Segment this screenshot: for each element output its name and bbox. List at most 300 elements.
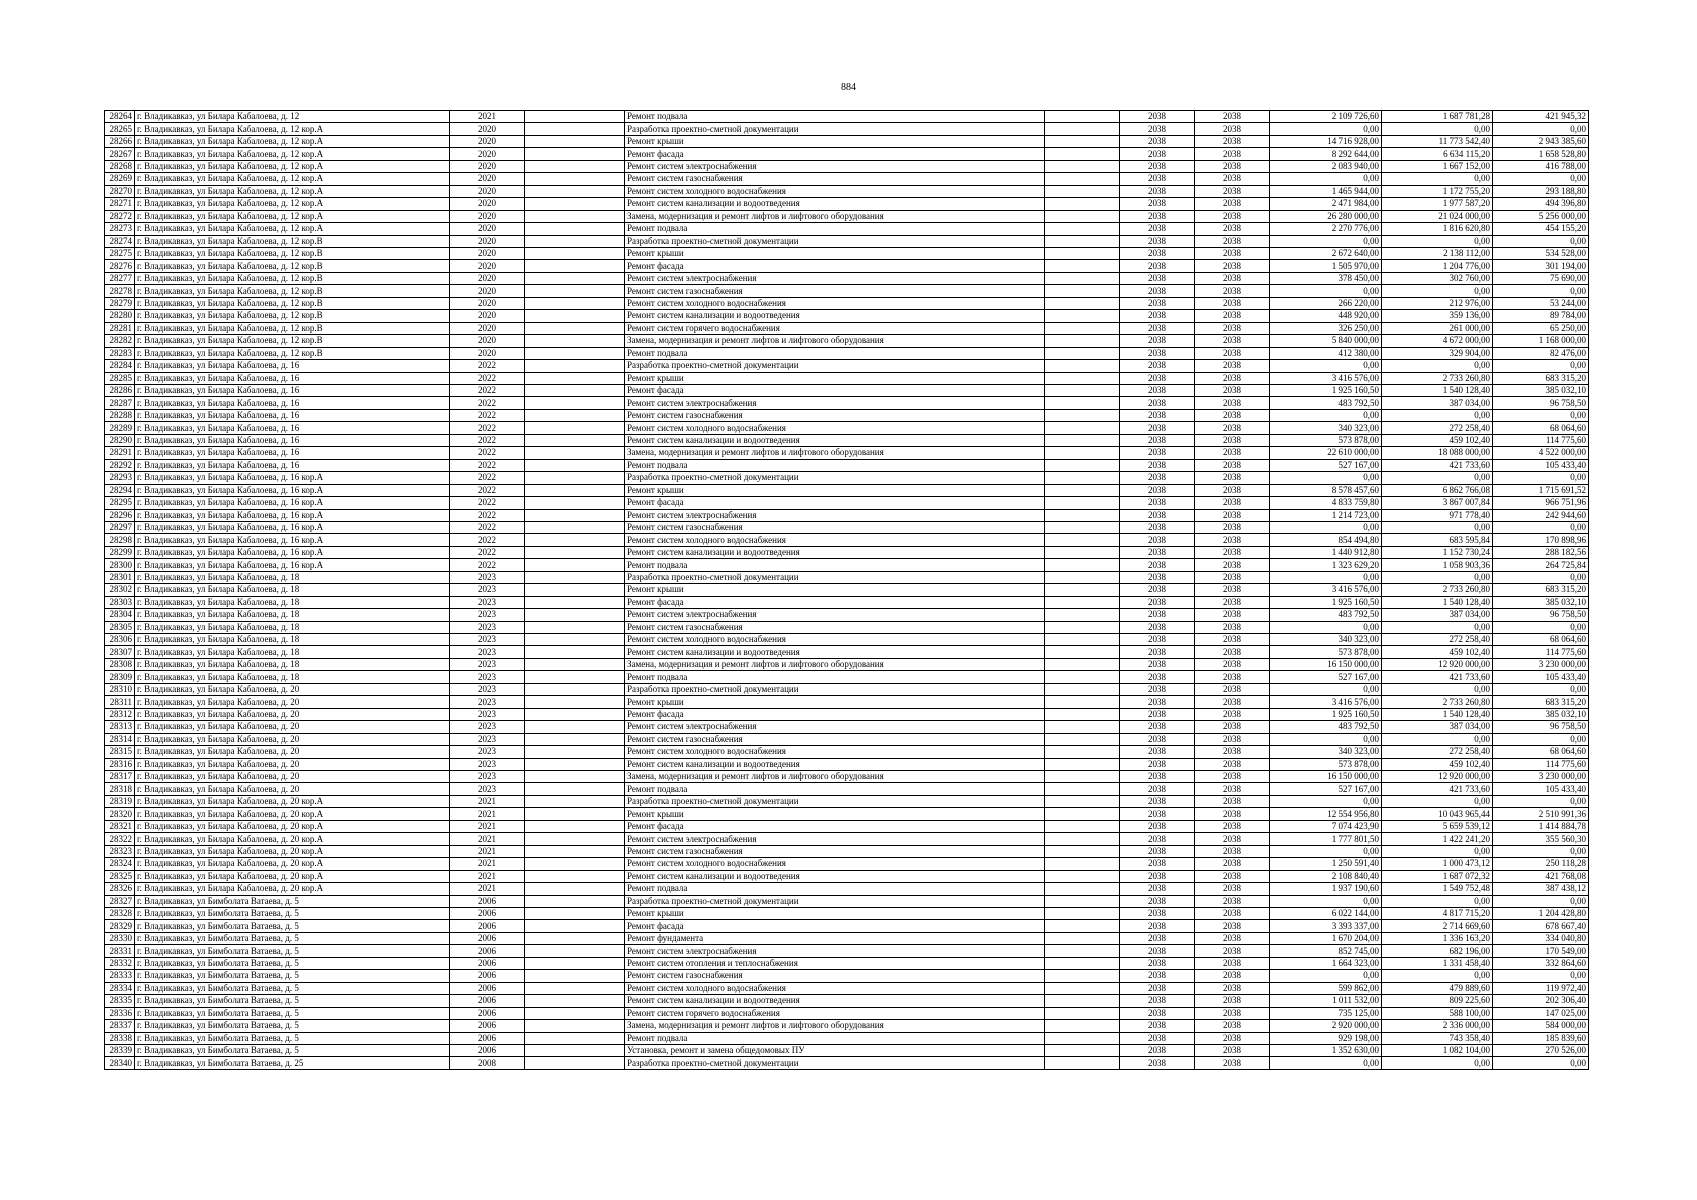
address-cell: г. Владикавказ, ул Билара Кабалоева, д. 20 — [135, 708, 450, 720]
work-type-cell: Разработка проектно-сметной документации — [625, 571, 1045, 583]
plan-year-from-cell: 2038 — [1120, 422, 1195, 434]
work-type-cell: Ремонт подвала — [625, 883, 1045, 895]
owners-cost-cell: 68 064,60 — [1493, 422, 1589, 434]
row-number-cell: 28324 — [105, 858, 135, 870]
table-row — [105, 472, 1589, 484]
total-cost-cell: 326 250,00 — [1270, 322, 1382, 334]
blank-cell — [525, 858, 625, 870]
plan-year-from-cell: 2038 — [1120, 546, 1195, 558]
table-row — [105, 409, 1589, 421]
blank-cell — [525, 260, 625, 272]
table-row — [105, 1057, 1589, 1069]
row-number-cell: 28336 — [105, 1007, 135, 1019]
total-cost-cell: 1 925 160,50 — [1270, 596, 1382, 608]
address-cell: г. Владикавказ, ул Билара Кабалоева, д. 20 — [135, 758, 450, 770]
plan-year-to-cell: 2038 — [1195, 1057, 1270, 1069]
commission-year-cell: 2006 — [450, 995, 525, 1007]
blank-cell — [1045, 1032, 1120, 1044]
fund-cost-cell: 359 136,00 — [1382, 310, 1493, 322]
blank-cell — [1045, 970, 1120, 982]
fund-cost-cell: 1 667 152,00 — [1382, 160, 1493, 172]
row-number-cell: 28282 — [105, 335, 135, 347]
owners-cost-cell: 0,00 — [1493, 571, 1589, 583]
commission-year-cell: 2022 — [450, 559, 525, 571]
table-row — [105, 870, 1589, 882]
blank-cell — [1045, 820, 1120, 832]
work-type-cell: Ремонт систем канализации и водоотведения — [625, 546, 1045, 558]
blank-cell — [525, 297, 625, 309]
commission-year-cell: 2020 — [450, 173, 525, 185]
blank-cell — [1045, 783, 1120, 795]
plan-year-to-cell: 2038 — [1195, 322, 1270, 334]
commission-year-cell: 2020 — [450, 322, 525, 334]
row-number-cell: 28275 — [105, 247, 135, 259]
blank-cell — [525, 683, 625, 695]
address-cell: г. Владикавказ, ул Билара Кабалоева, д. 16 — [135, 372, 450, 384]
row-number-cell: 28273 — [105, 223, 135, 235]
owners-cost-cell: 114 775,60 — [1493, 646, 1589, 658]
blank-cell — [1045, 472, 1120, 484]
plan-year-from-cell: 2038 — [1120, 634, 1195, 646]
total-cost-cell: 0,00 — [1270, 571, 1382, 583]
work-type-cell: Ремонт крыши — [625, 908, 1045, 920]
owners-cost-cell: 264 725,84 — [1493, 559, 1589, 571]
total-cost-cell: 16 150 000,00 — [1270, 771, 1382, 783]
row-number-cell: 28316 — [105, 758, 135, 770]
commission-year-cell: 2006 — [450, 895, 525, 907]
owners-cost-cell: 3 230 000,00 — [1493, 658, 1589, 670]
commission-year-cell: 2020 — [450, 198, 525, 210]
table-row — [105, 671, 1589, 683]
address-cell: г. Владикавказ, ул Билара Кабалоева, д. 12 кор.А — [135, 123, 450, 135]
total-cost-cell: 0,00 — [1270, 360, 1382, 372]
commission-year-cell: 2021 — [450, 111, 525, 123]
address-cell: г. Владикавказ, ул Билара Кабалоева, д. 18 — [135, 646, 450, 658]
row-number-cell: 28314 — [105, 733, 135, 745]
total-cost-cell: 854 494,80 — [1270, 534, 1382, 546]
address-cell: г. Владикавказ, ул Билара Кабалоева, д. 12 кор.В — [135, 272, 450, 284]
plan-year-to-cell: 2038 — [1195, 160, 1270, 172]
blank-cell — [525, 746, 625, 758]
address-cell: г. Владикавказ, ул Билара Кабалоева, д. 12 кор.А — [135, 173, 450, 185]
blank-cell — [1045, 571, 1120, 583]
fund-cost-cell: 2 714 669,60 — [1382, 920, 1493, 932]
fund-cost-cell: 0,00 — [1382, 845, 1493, 857]
table-row — [105, 1020, 1589, 1032]
table-row — [105, 310, 1589, 322]
address-cell: г. Владикавказ, ул Билара Кабалоева, д. 16 — [135, 447, 450, 459]
plan-year-from-cell: 2038 — [1120, 658, 1195, 670]
blank-cell — [1045, 173, 1120, 185]
plan-year-to-cell: 2038 — [1195, 808, 1270, 820]
plan-year-to-cell: 2038 — [1195, 559, 1270, 571]
row-number-cell: 28315 — [105, 746, 135, 758]
fund-cost-cell: 272 258,40 — [1382, 634, 1493, 646]
total-cost-cell: 1 352 630,00 — [1270, 1044, 1382, 1056]
commission-year-cell: 2022 — [450, 434, 525, 446]
row-number-cell: 28297 — [105, 521, 135, 533]
address-cell: г. Владикавказ, ул Билара Кабалоева, д. 16 — [135, 422, 450, 434]
owners-cost-cell: 416 788,00 — [1493, 160, 1589, 172]
blank-cell — [1045, 596, 1120, 608]
blank-cell — [525, 970, 625, 982]
plan-year-to-cell: 2038 — [1195, 795, 1270, 807]
owners-cost-cell: 105 433,40 — [1493, 783, 1589, 795]
table-row — [105, 185, 1589, 197]
blank-cell — [1045, 123, 1120, 135]
blank-cell — [525, 708, 625, 720]
owners-cost-cell: 96 758,50 — [1493, 721, 1589, 733]
plan-year-to-cell: 2038 — [1195, 135, 1270, 147]
commission-year-cell: 2023 — [450, 571, 525, 583]
owners-cost-cell: 114 775,60 — [1493, 434, 1589, 446]
row-number-cell: 28265 — [105, 123, 135, 135]
table-row — [105, 160, 1589, 172]
total-cost-cell: 527 167,00 — [1270, 783, 1382, 795]
plan-year-from-cell: 2038 — [1120, 596, 1195, 608]
blank-cell — [525, 497, 625, 509]
address-cell: г. Владикавказ, ул Билара Кабалоева, д. 20 — [135, 733, 450, 745]
row-number-cell: 28279 — [105, 297, 135, 309]
table-row — [105, 771, 1589, 783]
owners-cost-cell: 147 025,00 — [1493, 1007, 1589, 1019]
plan-year-from-cell: 2038 — [1120, 571, 1195, 583]
address-cell: г. Владикавказ, ул Билара Кабалоева, д. 20 кор.А — [135, 858, 450, 870]
address-cell: г. Владикавказ, ул Билара Кабалоева, д. 18 — [135, 671, 450, 683]
owners-cost-cell: 683 315,20 — [1493, 696, 1589, 708]
blank-cell — [525, 434, 625, 446]
blank-cell — [525, 247, 625, 259]
table-row — [105, 247, 1589, 259]
fund-cost-cell: 1 331 458,40 — [1382, 957, 1493, 969]
table-row — [105, 609, 1589, 621]
blank-cell — [1045, 111, 1120, 123]
work-type-cell: Замена, модернизация и ремонт лифтов и лифтового оборудования — [625, 771, 1045, 783]
commission-year-cell: 2021 — [450, 820, 525, 832]
blank-cell — [525, 509, 625, 521]
plan-year-from-cell: 2038 — [1120, 945, 1195, 957]
total-cost-cell: 0,00 — [1270, 285, 1382, 297]
plan-year-to-cell: 2038 — [1195, 484, 1270, 496]
blank-cell — [1045, 484, 1120, 496]
table-row — [105, 397, 1589, 409]
commission-year-cell: 2023 — [450, 758, 525, 770]
owners-cost-cell: 421 768,08 — [1493, 870, 1589, 882]
table-row — [105, 285, 1589, 297]
address-cell: г. Владикавказ, ул Билара Кабалоева, д. 12 кор.А — [135, 185, 450, 197]
plan-year-to-cell: 2038 — [1195, 733, 1270, 745]
table-row — [105, 932, 1589, 944]
owners-cost-cell: 1 715 691,52 — [1493, 484, 1589, 496]
plan-year-from-cell: 2038 — [1120, 272, 1195, 284]
commission-year-cell: 2023 — [450, 584, 525, 596]
row-number-cell: 28269 — [105, 173, 135, 185]
fund-cost-cell: 0,00 — [1382, 683, 1493, 695]
plan-year-to-cell: 2038 — [1195, 247, 1270, 259]
owners-cost-cell: 0,00 — [1493, 970, 1589, 982]
row-number-cell: 28280 — [105, 310, 135, 322]
total-cost-cell: 599 862,00 — [1270, 982, 1382, 994]
work-type-cell: Ремонт систем газоснабжения — [625, 733, 1045, 745]
commission-year-cell: 2006 — [450, 908, 525, 920]
plan-year-to-cell: 2038 — [1195, 883, 1270, 895]
owners-cost-cell: 96 758,50 — [1493, 397, 1589, 409]
row-number-cell: 28285 — [105, 372, 135, 384]
row-number-cell: 28313 — [105, 721, 135, 733]
owners-cost-cell: 0,00 — [1493, 472, 1589, 484]
table-row — [105, 995, 1589, 1007]
plan-year-from-cell: 2038 — [1120, 820, 1195, 832]
blank-cell — [1045, 795, 1120, 807]
work-type-cell: Ремонт систем холодного водоснабжения — [625, 746, 1045, 758]
total-cost-cell: 0,00 — [1270, 845, 1382, 857]
plan-year-from-cell: 2038 — [1120, 310, 1195, 322]
work-type-cell: Ремонт фасада — [625, 708, 1045, 720]
row-number-cell: 28291 — [105, 447, 135, 459]
commission-year-cell: 2020 — [450, 235, 525, 247]
row-number-cell: 28298 — [105, 534, 135, 546]
total-cost-cell: 448 920,00 — [1270, 310, 1382, 322]
blank-cell — [1045, 833, 1120, 845]
row-number-cell: 28331 — [105, 945, 135, 957]
blank-cell — [1045, 372, 1120, 384]
work-type-cell: Ремонт систем газоснабжения — [625, 970, 1045, 982]
address-cell: г. Владикавказ, ул Билара Кабалоева, д. 12 кор.В — [135, 285, 450, 297]
address-cell: г. Владикавказ, ул Бимболата Ватаева, д. 5 — [135, 1044, 450, 1056]
fund-cost-cell: 0,00 — [1382, 895, 1493, 907]
address-cell: г. Владикавказ, ул Билара Кабалоева, д. 16 — [135, 434, 450, 446]
plan-year-from-cell: 2038 — [1120, 111, 1195, 123]
plan-year-from-cell: 2038 — [1120, 210, 1195, 222]
owners-cost-cell: 185 839,60 — [1493, 1032, 1589, 1044]
address-cell: г. Владикавказ, ул Билара Кабалоева, д. 12 кор.В — [135, 335, 450, 347]
total-cost-cell: 412 380,00 — [1270, 347, 1382, 359]
commission-year-cell: 2006 — [450, 1044, 525, 1056]
plan-year-to-cell: 2038 — [1195, 957, 1270, 969]
blank-cell — [525, 459, 625, 471]
work-type-cell: Ремонт подвала — [625, 671, 1045, 683]
commission-year-cell: 2006 — [450, 970, 525, 982]
total-cost-cell: 0,00 — [1270, 733, 1382, 745]
table-row — [105, 509, 1589, 521]
blank-cell — [525, 1007, 625, 1019]
blank-cell — [525, 1044, 625, 1056]
commission-year-cell: 2023 — [450, 683, 525, 695]
work-type-cell: Ремонт систем канализации и водоотведения — [625, 310, 1045, 322]
blank-cell — [1045, 546, 1120, 558]
address-cell: г. Владикавказ, ул Билара Кабалоева, д. 20 кор.А — [135, 870, 450, 882]
owners-cost-cell: 0,00 — [1493, 235, 1589, 247]
row-number-cell: 28326 — [105, 883, 135, 895]
row-number-cell: 28328 — [105, 908, 135, 920]
work-type-cell: Ремонт фасада — [625, 596, 1045, 608]
total-cost-cell: 8 578 457,60 — [1270, 484, 1382, 496]
address-cell: г. Владикавказ, ул Билара Кабалоева, д. 20 — [135, 783, 450, 795]
blank-cell — [525, 210, 625, 222]
blank-cell — [525, 135, 625, 147]
table-row — [105, 982, 1589, 994]
table-row — [105, 521, 1589, 533]
fund-cost-cell: 0,00 — [1382, 621, 1493, 633]
owners-cost-cell: 334 040,80 — [1493, 932, 1589, 944]
fund-cost-cell: 1 540 128,40 — [1382, 384, 1493, 396]
blank-cell — [1045, 297, 1120, 309]
row-number-cell: 28289 — [105, 422, 135, 434]
address-cell: г. Владикавказ, ул Билара Кабалоева, д. 18 — [135, 571, 450, 583]
fund-cost-cell: 1 687 072,32 — [1382, 870, 1493, 882]
blank-cell — [525, 335, 625, 347]
plan-year-from-cell: 2038 — [1120, 870, 1195, 882]
table-row — [105, 111, 1589, 123]
row-number-cell: 28311 — [105, 696, 135, 708]
commission-year-cell: 2020 — [450, 297, 525, 309]
address-cell: г. Владикавказ, ул Бимболата Ватаева, д. 5 — [135, 1020, 450, 1032]
work-type-cell: Ремонт фасада — [625, 497, 1045, 509]
owners-cost-cell: 0,00 — [1493, 285, 1589, 297]
row-number-cell: 28312 — [105, 708, 135, 720]
row-number-cell: 28307 — [105, 646, 135, 658]
address-cell: г. Владикавказ, ул Билара Кабалоева, д. 18 — [135, 596, 450, 608]
address-cell: г. Владикавказ, ул Билара Кабалоева, д. 18 — [135, 634, 450, 646]
work-type-cell: Ремонт подвала — [625, 111, 1045, 123]
plan-year-from-cell: 2038 — [1120, 260, 1195, 272]
work-type-cell: Разработка проектно-сметной документации — [625, 683, 1045, 695]
plan-year-from-cell: 2038 — [1120, 808, 1195, 820]
commission-year-cell: 2022 — [450, 509, 525, 521]
work-type-cell: Ремонт систем газоснабжения — [625, 409, 1045, 421]
table-row — [105, 584, 1589, 596]
address-cell: г. Владикавказ, ул Билара Кабалоева, д. 16 кор.А — [135, 534, 450, 546]
work-type-cell: Ремонт систем газоснабжения — [625, 521, 1045, 533]
plan-year-from-cell: 2038 — [1120, 1007, 1195, 1019]
total-cost-cell: 1 214 723,00 — [1270, 509, 1382, 521]
table-row — [105, 484, 1589, 496]
plan-year-to-cell: 2038 — [1195, 845, 1270, 857]
blank-cell — [1045, 696, 1120, 708]
fund-cost-cell: 1 687 781,28 — [1382, 111, 1493, 123]
blank-cell — [1045, 584, 1120, 596]
plan-year-from-cell: 2038 — [1120, 409, 1195, 421]
blank-cell — [525, 733, 625, 745]
blank-cell — [525, 932, 625, 944]
blank-cell — [525, 322, 625, 334]
plan-year-from-cell: 2038 — [1120, 297, 1195, 309]
blank-cell — [1045, 509, 1120, 521]
total-cost-cell: 2 109 726,60 — [1270, 111, 1382, 123]
blank-cell — [1045, 310, 1120, 322]
blank-cell — [525, 484, 625, 496]
owners-cost-cell: 1 658 528,80 — [1493, 148, 1589, 160]
row-number-cell: 28305 — [105, 621, 135, 633]
blank-cell — [525, 397, 625, 409]
table-row — [105, 1007, 1589, 1019]
total-cost-cell: 0,00 — [1270, 472, 1382, 484]
table-row — [105, 957, 1589, 969]
owners-cost-cell: 683 315,20 — [1493, 372, 1589, 384]
total-cost-cell: 2 108 840,40 — [1270, 870, 1382, 882]
plan-year-to-cell: 2038 — [1195, 123, 1270, 135]
plan-year-from-cell: 2038 — [1120, 534, 1195, 546]
commission-year-cell: 2023 — [450, 658, 525, 670]
plan-year-to-cell: 2038 — [1195, 297, 1270, 309]
plan-year-from-cell: 2038 — [1120, 621, 1195, 633]
fund-cost-cell: 387 034,00 — [1382, 397, 1493, 409]
table-row — [105, 883, 1589, 895]
plan-year-from-cell: 2038 — [1120, 746, 1195, 758]
table-row — [105, 447, 1589, 459]
plan-year-from-cell: 2038 — [1120, 1057, 1195, 1069]
owners-cost-cell: 421 945,32 — [1493, 111, 1589, 123]
owners-cost-cell: 105 433,40 — [1493, 671, 1589, 683]
plan-year-to-cell: 2038 — [1195, 509, 1270, 521]
row-number-cell: 28294 — [105, 484, 135, 496]
blank-cell — [525, 1057, 625, 1069]
row-number-cell: 28288 — [105, 409, 135, 421]
fund-cost-cell: 5 659 539,12 — [1382, 820, 1493, 832]
commission-year-cell: 2006 — [450, 1007, 525, 1019]
plan-year-from-cell: 2038 — [1120, 148, 1195, 160]
plan-year-to-cell: 2038 — [1195, 758, 1270, 770]
work-type-cell: Ремонт систем холодного водоснабжения — [625, 534, 1045, 546]
blank-cell — [525, 584, 625, 596]
plan-year-from-cell: 2038 — [1120, 895, 1195, 907]
plan-year-from-cell: 2038 — [1120, 484, 1195, 496]
blank-cell — [1045, 459, 1120, 471]
blank-cell — [525, 521, 625, 533]
commission-year-cell: 2008 — [450, 1057, 525, 1069]
owners-cost-cell: 0,00 — [1493, 845, 1589, 857]
plan-year-to-cell: 2038 — [1195, 335, 1270, 347]
address-cell: г. Владикавказ, ул Билара Кабалоева, д. 12 кор.В — [135, 297, 450, 309]
plan-year-to-cell: 2038 — [1195, 422, 1270, 434]
row-number-cell: 28340 — [105, 1057, 135, 1069]
blank-cell — [1045, 771, 1120, 783]
commission-year-cell: 2023 — [450, 696, 525, 708]
address-cell: г. Владикавказ, ул Билара Кабалоева, д. 12 кор.В — [135, 347, 450, 359]
owners-cost-cell: 202 306,40 — [1493, 995, 1589, 1007]
row-number-cell: 28301 — [105, 571, 135, 583]
fund-cost-cell: 0,00 — [1382, 1057, 1493, 1069]
blank-cell — [1045, 272, 1120, 284]
work-type-cell: Разработка проектно-сметной документации — [625, 895, 1045, 907]
address-cell: г. Владикавказ, ул Бимболата Ватаева, д. 5 — [135, 970, 450, 982]
table-row — [105, 758, 1589, 770]
row-number-cell: 28325 — [105, 870, 135, 882]
table-row — [105, 534, 1589, 546]
plan-year-from-cell: 2038 — [1120, 285, 1195, 297]
plan-year-from-cell: 2038 — [1120, 1032, 1195, 1044]
fund-cost-cell: 0,00 — [1382, 472, 1493, 484]
commission-year-cell: 2022 — [450, 360, 525, 372]
commission-year-cell: 2022 — [450, 459, 525, 471]
fund-cost-cell: 0,00 — [1382, 795, 1493, 807]
plan-year-from-cell: 2038 — [1120, 858, 1195, 870]
plan-year-from-cell: 2038 — [1120, 920, 1195, 932]
plan-year-to-cell: 2038 — [1195, 982, 1270, 994]
plan-year-to-cell: 2038 — [1195, 397, 1270, 409]
address-cell: г. Владикавказ, ул Билара Кабалоева, д. 20 кор.А — [135, 833, 450, 845]
address-cell: г. Владикавказ, ул Бимболата Ватаева, д. 5 — [135, 995, 450, 1007]
total-cost-cell: 1 925 160,50 — [1270, 384, 1382, 396]
plan-year-to-cell: 2038 — [1195, 310, 1270, 322]
address-cell: г. Владикавказ, ул Билара Кабалоева, д. 16 — [135, 409, 450, 421]
table-row — [105, 434, 1589, 446]
plan-year-from-cell: 2038 — [1120, 758, 1195, 770]
total-cost-cell: 14 716 928,00 — [1270, 135, 1382, 147]
owners-cost-cell: 0,00 — [1493, 733, 1589, 745]
address-cell: г. Владикавказ, ул Билара Кабалоева, д. 16 кор.А — [135, 472, 450, 484]
commission-year-cell: 2023 — [450, 646, 525, 658]
